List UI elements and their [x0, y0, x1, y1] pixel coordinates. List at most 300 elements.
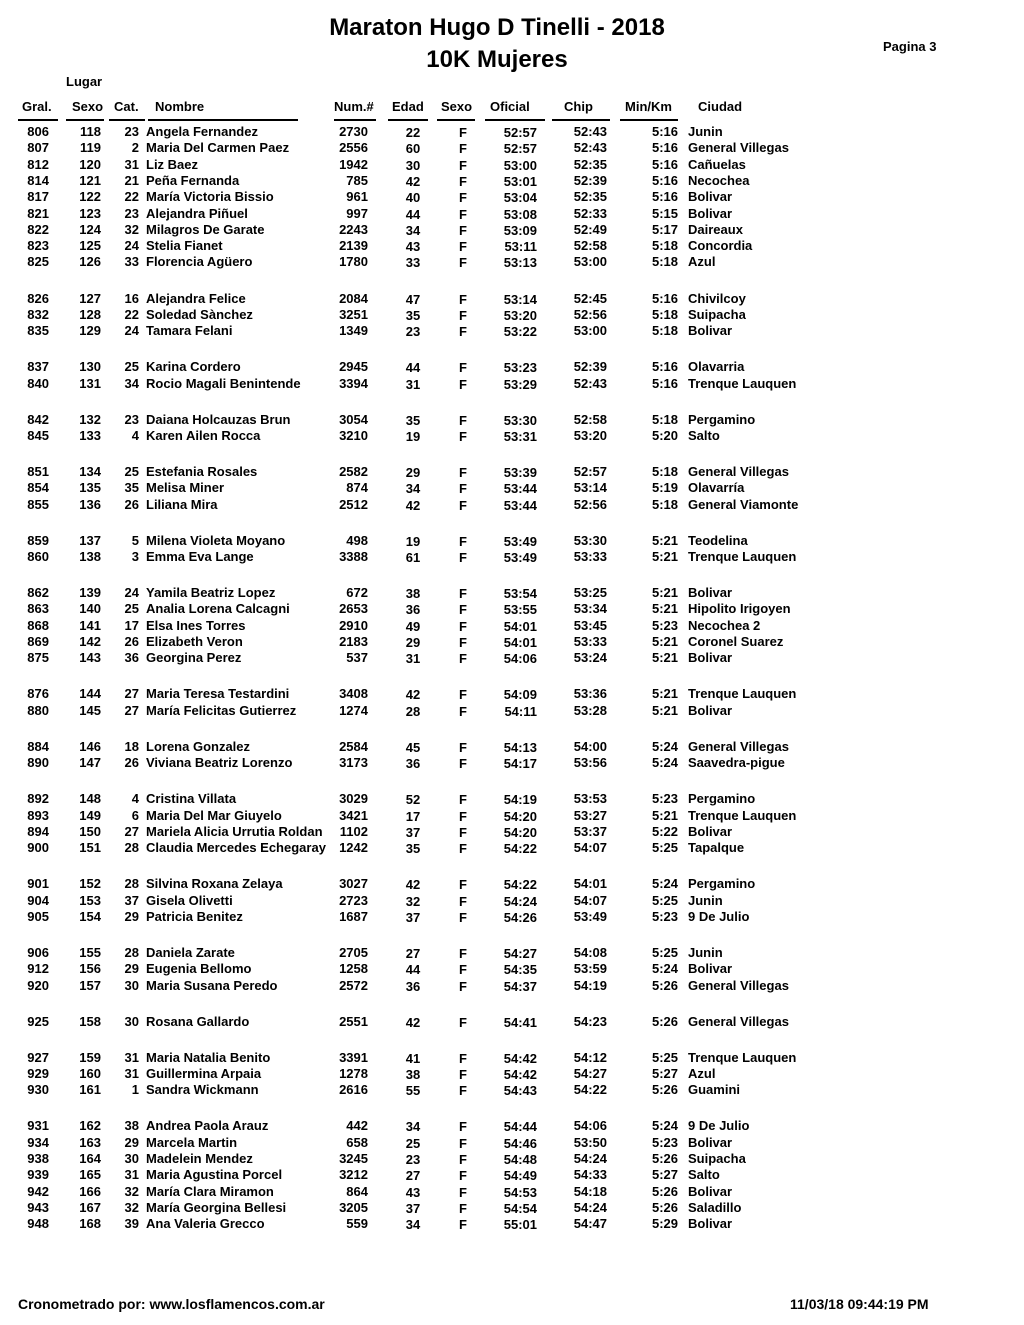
table-row — [0, 307, 1024, 323]
header-pace: Min/Km — [625, 99, 672, 114]
table-row — [0, 824, 1024, 840]
cell-sex: F — [459, 635, 467, 650]
cell-gender-place: 130 — [79, 359, 101, 375]
cell-pace: 5:18 — [651, 238, 678, 254]
cell-sex: F — [459, 376, 467, 392]
cell-gender-place: 165 — [79, 1167, 101, 1183]
cell-category-place: 29 — [124, 961, 139, 977]
cell-city: Trenque Lauquen — [688, 807, 797, 823]
table-row — [0, 686, 1024, 702]
cell-chip-time: 52:39 — [573, 172, 607, 188]
cell-official-time: 52:57 — [503, 141, 537, 157]
header-underline — [18, 119, 58, 121]
cell-gender-place: 125 — [79, 238, 101, 254]
cell-gender-place: 141 — [79, 617, 101, 633]
cell-pace: 5:19 — [651, 480, 678, 496]
cell-gender-place: 154 — [79, 908, 101, 924]
cell-age: 36 — [405, 602, 421, 618]
cell-city: Bolivar — [688, 961, 733, 977]
cell-bib-number: 672 — [346, 585, 368, 601]
cell-overall-place: 837 — [27, 359, 49, 375]
cell-category-place: 1 — [131, 1082, 139, 1098]
cell-gender-place: 135 — [79, 480, 101, 496]
cell-sex: F — [459, 602, 467, 618]
cell-category-place: 6 — [131, 807, 139, 823]
cell-pace: 5:15 — [651, 205, 678, 221]
cell-category-place: 17 — [124, 617, 139, 633]
cell-age: 41 — [405, 1050, 421, 1066]
cell-official-time: 54:42 — [503, 1067, 537, 1082]
cell-age: 44 — [405, 360, 421, 376]
cell-official-time: 53:49 — [503, 550, 537, 565]
cell-official-time: 53:54 — [503, 586, 537, 602]
cell-pace: 5:25 — [651, 1049, 678, 1065]
cell-chip-time: 53:24 — [573, 650, 607, 666]
cell-gender-place: 160 — [79, 1066, 101, 1081]
cell-sex: F — [459, 756, 467, 772]
cell-pace: 5:16 — [651, 359, 678, 375]
cell-overall-place: 943 — [27, 1199, 49, 1215]
cell-category-place: 31 — [124, 1066, 139, 1081]
header-sex: Sexo — [441, 99, 473, 114]
cell-runner-name: Milagros De Garate — [146, 221, 265, 237]
cell-gender-place: 151 — [79, 840, 101, 856]
cell-sex: F — [459, 157, 467, 173]
table-row — [0, 412, 1024, 428]
cell-pace: 5:21 — [651, 686, 678, 702]
cell-gender-place: 132 — [79, 411, 101, 427]
cell-city: Concordia — [688, 238, 753, 254]
cell-chip-time: 54:01 — [573, 876, 607, 892]
cell-overall-place: 931 — [27, 1118, 49, 1134]
cell-city: Salto — [688, 427, 720, 443]
cell-category-place: 28 — [124, 876, 139, 892]
cell-category-place: 23 — [124, 411, 139, 427]
cell-bib-number: 2730 — [339, 124, 368, 139]
cell-chip-time: 53:45 — [573, 617, 607, 633]
cell-runner-name: Daniela Zarate — [146, 944, 235, 960]
header-bib-number: Num.# — [334, 99, 374, 114]
cell-gender-place: 145 — [79, 702, 101, 718]
cell-age: 42 — [405, 1014, 421, 1030]
cell-overall-place: 912 — [27, 961, 49, 977]
cell-overall-place: 906 — [27, 944, 49, 960]
cell-age: 37 — [405, 909, 421, 925]
header-name: Nombre — [155, 99, 205, 114]
cell-overall-place: 901 — [27, 876, 49, 892]
cell-category-place: 31 — [124, 1049, 139, 1065]
cell-gender-place: 162 — [79, 1118, 101, 1134]
cell-age: 29 — [405, 465, 421, 480]
cell-official-time: 53:08 — [503, 206, 537, 222]
cell-runner-name: Guillermina Arpaia — [146, 1066, 262, 1081]
cell-pace: 5:23 — [651, 1134, 678, 1150]
cell-age: 35 — [405, 841, 421, 857]
cell-gender-place: 133 — [79, 427, 101, 443]
cell-chip-time: 52:35 — [573, 156, 607, 172]
cell-pace: 5:23 — [651, 791, 678, 807]
cell-sex: F — [459, 1152, 467, 1167]
cell-chip-time: 54:08 — [573, 944, 607, 960]
cell-official-time: 54:42 — [503, 1050, 537, 1066]
cell-official-time: 55:01 — [503, 1217, 537, 1233]
cell-bib-number: 2512 — [339, 496, 368, 512]
cell-category-place: 16 — [124, 290, 139, 306]
cell-chip-time: 53:34 — [573, 601, 607, 617]
cell-chip-time: 52:45 — [573, 290, 607, 306]
header-underline — [437, 119, 475, 121]
cell-category-place: 36 — [124, 650, 139, 666]
cell-city: Trenque Lauquen — [688, 375, 797, 391]
cell-city: General Villegas — [688, 1013, 789, 1029]
cell-pace: 5:16 — [651, 189, 678, 205]
place-group-label: Lugar — [66, 74, 103, 89]
cell-gender-place: 161 — [79, 1082, 101, 1098]
cell-category-place: 27 — [124, 686, 139, 702]
cell-category-place: 18 — [124, 738, 139, 754]
cell-official-time: 54:20 — [503, 808, 537, 824]
cell-overall-place: 863 — [27, 601, 49, 617]
cell-runner-name: Lorena Gonzalez — [146, 738, 251, 754]
header-underline — [388, 119, 428, 121]
cell-pace: 5:26 — [651, 1082, 678, 1098]
cell-official-time: 54:49 — [503, 1168, 537, 1184]
cell-runner-name: Maria Susana Peredo — [146, 977, 278, 993]
cell-runner-name: Claudia Mercedes Echegaray — [146, 840, 326, 856]
cell-chip-time: 53:33 — [573, 634, 607, 649]
cell-age: 25 — [405, 1135, 421, 1151]
cell-overall-place: 868 — [27, 617, 49, 633]
cell-sex: F — [459, 1217, 467, 1233]
cell-pace: 5:24 — [651, 961, 678, 977]
cell-city: Chivilcoy — [688, 290, 746, 306]
cell-category-place: 22 — [124, 189, 139, 205]
cell-gender-place: 140 — [79, 601, 101, 617]
cell-chip-time: 54:00 — [573, 738, 607, 754]
cell-age: 45 — [405, 739, 421, 755]
cell-chip-time: 53:50 — [573, 1134, 607, 1150]
cell-chip-time: 54:19 — [573, 977, 607, 993]
cell-gender-place: 134 — [79, 464, 101, 479]
table-row — [0, 291, 1024, 307]
cell-gender-place: 167 — [79, 1199, 101, 1215]
cell-gender-place: 127 — [79, 290, 101, 306]
cell-bib-number: 2183 — [339, 634, 368, 649]
cell-overall-place: 823 — [27, 238, 49, 254]
cell-pace: 5:17 — [651, 221, 678, 237]
cell-city: General Villegas — [688, 738, 789, 754]
cell-official-time: 54:35 — [503, 962, 537, 978]
cell-chip-time: 53:53 — [573, 791, 607, 807]
cell-bib-number: 2582 — [339, 464, 368, 479]
cell-sex: F — [459, 550, 467, 565]
cell-city: Necochea 2 — [688, 617, 761, 633]
cell-sex: F — [459, 190, 467, 206]
cell-age: 35 — [405, 307, 421, 323]
cell-pace: 5:21 — [651, 601, 678, 617]
cell-city: Salto — [688, 1167, 720, 1183]
cell-gender-place: 168 — [79, 1216, 101, 1232]
cell-city: General Viamonte — [688, 496, 799, 512]
cell-official-time: 54:01 — [503, 618, 537, 634]
cell-overall-place: 835 — [27, 323, 49, 339]
cell-city: Olavarria — [688, 359, 745, 375]
cell-overall-place: 890 — [27, 755, 49, 771]
cell-official-time: 54:20 — [503, 824, 537, 840]
table-row — [0, 876, 1024, 892]
cell-official-time: 53:55 — [503, 602, 537, 618]
cell-runner-name: Milena Violeta Moyano — [146, 532, 286, 548]
cell-city: Bolivar — [688, 585, 733, 601]
cell-bib-number: 1274 — [339, 702, 368, 718]
cell-official-time: 54:09 — [503, 687, 537, 703]
cell-overall-place: 939 — [27, 1167, 49, 1183]
cell-bib-number: 2945 — [339, 359, 368, 375]
cell-runner-name: Alejandra Piñuel — [146, 205, 248, 221]
cell-age: 28 — [405, 703, 421, 719]
cell-bib-number: 2705 — [339, 944, 368, 960]
cell-city: Junin — [688, 892, 723, 908]
cell-age: 23 — [405, 1152, 421, 1167]
cell-city: Bolivar — [688, 702, 733, 718]
cell-official-time: 54:06 — [503, 651, 537, 667]
cell-age: 47 — [405, 291, 421, 307]
cell-city: Bolivar — [688, 189, 733, 205]
cell-category-place: 23 — [124, 205, 139, 221]
cell-runner-name: Georgina Perez — [146, 650, 242, 666]
cell-sex: F — [459, 324, 467, 340]
cell-bib-number: 3408 — [339, 686, 368, 702]
cell-runner-name: Patricia Benitez — [146, 908, 243, 924]
cell-category-place: 30 — [124, 1013, 139, 1029]
cell-official-time: 54:41 — [503, 1014, 537, 1030]
cell-city: 9 De Julio — [688, 1118, 750, 1134]
cell-sex: F — [459, 255, 467, 271]
table-row — [0, 464, 1024, 480]
cell-overall-place: 806 — [27, 124, 49, 139]
cell-runner-name: Karen Ailen Rocca — [146, 427, 261, 443]
cell-city: Daireaux — [688, 221, 743, 237]
cell-age: 37 — [405, 1200, 421, 1216]
cell-sex: F — [459, 1184, 467, 1200]
cell-age: 34 — [405, 1119, 421, 1135]
cell-pace: 5:21 — [651, 807, 678, 823]
cell-runner-name: Maria Teresa Testardini — [146, 686, 290, 702]
cell-gender-place: 152 — [79, 876, 101, 892]
cell-category-place: 25 — [124, 464, 139, 479]
cell-gender-place: 122 — [79, 189, 101, 205]
cell-official-time: 53:31 — [503, 428, 537, 444]
cell-sex: F — [459, 893, 467, 909]
cell-bib-number: 2556 — [339, 140, 368, 156]
cell-city: General Villegas — [688, 140, 789, 156]
cell-official-time: 54:11 — [504, 703, 537, 719]
cell-chip-time: 53:33 — [573, 549, 607, 564]
cell-pace: 5:27 — [651, 1167, 678, 1183]
cell-official-time: 54:37 — [503, 978, 537, 994]
cell-gender-place: 142 — [79, 634, 101, 649]
cell-gender-place: 157 — [79, 977, 101, 993]
cell-chip-time: 52:58 — [573, 238, 607, 254]
cell-runner-name: Emma Eva Lange — [146, 549, 254, 564]
cell-pace: 5:27 — [651, 1066, 678, 1081]
cell-sex: F — [459, 222, 467, 238]
cell-city: Bolivar — [688, 650, 733, 666]
cell-age: 61 — [405, 550, 421, 565]
cell-category-place: 5 — [131, 532, 139, 548]
cell-bib-number: 3173 — [339, 755, 368, 771]
cell-city: Azul — [688, 1066, 716, 1081]
cell-bib-number: 2616 — [339, 1082, 368, 1098]
table-row — [0, 1082, 1024, 1098]
cell-bib-number: 2584 — [339, 738, 368, 754]
cell-city: Hipolito Irigoyen — [688, 601, 791, 617]
cell-sex: F — [459, 141, 467, 157]
cell-pace: 5:22 — [651, 823, 678, 839]
cell-city: Bolivar — [688, 205, 733, 221]
cell-age: 19 — [405, 533, 421, 549]
cell-bib-number: 1278 — [339, 1066, 368, 1081]
cell-category-place: 4 — [131, 791, 139, 807]
cell-official-time: 54:13 — [503, 739, 537, 755]
cell-city: Necochea — [688, 172, 750, 188]
header-underline — [66, 119, 104, 121]
cell-age: 40 — [405, 190, 421, 206]
cell-gender-place: 147 — [79, 755, 101, 771]
cell-city: Coronel Suarez — [688, 634, 784, 649]
cell-overall-place: 942 — [27, 1183, 49, 1199]
cell-pace: 5:25 — [651, 892, 678, 908]
cell-category-place: 25 — [124, 359, 139, 375]
cell-chip-time: 54:18 — [573, 1183, 607, 1199]
cell-bib-number: 537 — [346, 650, 368, 666]
cell-city: General Villegas — [688, 464, 789, 479]
cell-runner-name: Maria Del Mar Giuyelo — [146, 807, 282, 823]
cell-bib-number: 997 — [346, 205, 368, 221]
cell-bib-number: 2910 — [339, 617, 368, 633]
cell-sex: F — [459, 1119, 467, 1135]
cell-gender-place: 139 — [79, 585, 101, 601]
cell-pace: 5:18 — [651, 496, 678, 512]
table-row — [0, 497, 1024, 513]
header-sexo-position: Sexo — [72, 99, 104, 114]
cell-runner-name: Maria Agustina Porcel — [146, 1167, 283, 1183]
table-row — [0, 840, 1024, 856]
cell-age: 34 — [405, 481, 421, 497]
cell-bib-number: 3245 — [339, 1151, 368, 1166]
cell-gender-place: 148 — [79, 791, 101, 807]
table-row — [0, 1135, 1024, 1151]
cell-overall-place: 892 — [27, 791, 49, 807]
cell-age: 27 — [405, 945, 421, 961]
cell-runner-name: Tamara Felani — [146, 323, 233, 339]
header-category: Cat. — [114, 99, 139, 114]
cell-gender-place: 121 — [79, 172, 101, 188]
cell-sex: F — [459, 962, 467, 978]
cell-chip-time: 53:14 — [573, 480, 607, 496]
cell-overall-place: 814 — [27, 172, 49, 188]
cell-city: Cañuelas — [688, 156, 746, 172]
cell-pace: 5:16 — [651, 156, 678, 172]
cell-bib-number: 2653 — [339, 601, 368, 617]
cell-runner-name: Analia Lorena Calcagni — [146, 601, 290, 617]
cell-pace: 5:16 — [651, 140, 678, 156]
cell-city: General Villegas — [688, 977, 789, 993]
cell-pace: 5:20 — [651, 427, 678, 443]
cell-age: 35 — [405, 412, 421, 428]
cell-bib-number: 864 — [346, 1183, 368, 1199]
cell-official-time: 53:44 — [503, 497, 537, 513]
cell-category-place: 29 — [124, 908, 139, 924]
cell-category-place: 22 — [124, 306, 139, 322]
cell-runner-name: Karina Cordero — [146, 359, 241, 375]
cell-sex: F — [459, 307, 467, 323]
cell-chip-time: 54:24 — [573, 1199, 607, 1215]
cell-overall-place: 860 — [27, 549, 49, 564]
cell-category-place: 23 — [124, 124, 139, 139]
table-row — [0, 173, 1024, 189]
cell-city: Suipacha — [688, 1151, 746, 1166]
cell-overall-place: 845 — [27, 427, 49, 443]
cell-age: 36 — [405, 978, 421, 994]
cell-runner-name: Eugenia Bellomo — [146, 961, 252, 977]
cell-runner-name: María Georgina Bellesi — [146, 1199, 287, 1215]
cell-official-time: 54:53 — [503, 1184, 537, 1200]
cell-sex: F — [459, 841, 467, 857]
cell-category-place: 24 — [124, 585, 139, 601]
cell-category-place: 29 — [124, 1134, 139, 1150]
cell-overall-place: 812 — [27, 156, 49, 172]
cell-gender-place: 144 — [79, 686, 101, 702]
cell-category-place: 26 — [124, 496, 139, 512]
cell-runner-name: Viviana Beatriz Lorenzo — [146, 755, 293, 771]
cell-pace: 5:24 — [651, 1118, 678, 1134]
table-row — [0, 618, 1024, 634]
table-row — [0, 601, 1024, 617]
cell-category-place: 2 — [131, 140, 139, 156]
cell-pace: 5:18 — [651, 323, 678, 339]
cell-chip-time: 53:37 — [573, 823, 607, 839]
cell-chip-time: 54:47 — [573, 1216, 607, 1232]
table-row — [0, 428, 1024, 444]
cell-chip-time: 52:58 — [573, 411, 607, 427]
cell-pace: 5:21 — [651, 532, 678, 548]
cell-chip-time: 53:25 — [573, 585, 607, 601]
cell-pace: 5:21 — [651, 634, 678, 649]
cell-gender-place: 128 — [79, 306, 101, 322]
cell-age: 60 — [405, 141, 421, 157]
cell-bib-number: 2572 — [339, 977, 368, 993]
cell-chip-time: 53:30 — [573, 532, 607, 548]
cell-pace: 5:16 — [651, 124, 678, 139]
document-subtitle: 10K Mujeres — [426, 46, 568, 73]
cell-category-place: 31 — [124, 156, 139, 172]
cell-chip-time: 52:43 — [573, 375, 607, 391]
cell-category-place: 35 — [124, 480, 139, 496]
cell-sex: F — [459, 909, 467, 925]
cell-overall-place: 862 — [27, 585, 49, 601]
cell-category-place: 26 — [124, 634, 139, 649]
cell-pace: 5:24 — [651, 876, 678, 892]
cell-pace: 5:18 — [651, 411, 678, 427]
cell-bib-number: 658 — [346, 1134, 368, 1150]
cell-pace: 5:24 — [651, 755, 678, 771]
cell-pace: 5:18 — [651, 306, 678, 322]
cell-official-time: 54:22 — [503, 877, 537, 893]
cell-age: 49 — [405, 618, 421, 634]
cell-age: 37 — [405, 824, 421, 840]
cell-official-time: 54:46 — [503, 1135, 537, 1151]
